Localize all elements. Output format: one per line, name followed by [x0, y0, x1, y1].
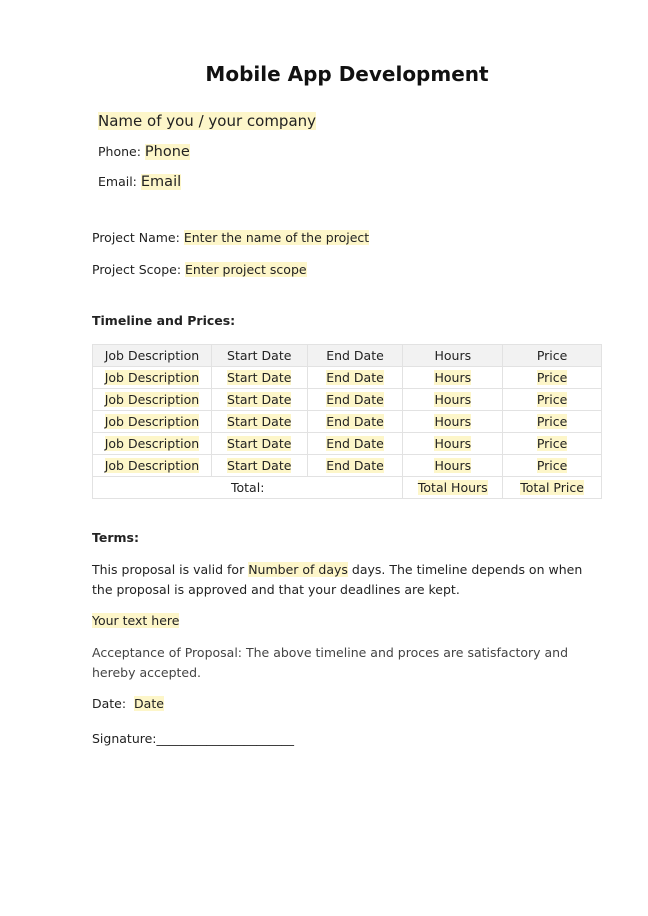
column-header-job-description: Job Description — [93, 345, 212, 367]
hours-cell — [403, 389, 503, 411]
start-date-cell — [211, 433, 307, 455]
date-label: Date: — [92, 696, 127, 711]
job-description-field[interactable]: Job Description — [104, 370, 200, 385]
start-date-field[interactable]: Start Date — [227, 414, 292, 429]
job-description-cell — [93, 433, 212, 455]
price-table — [92, 344, 602, 499]
start-date-cell — [211, 411, 307, 433]
job-description-field[interactable]: Job Description — [104, 458, 200, 473]
end-date-field[interactable]: End Date — [326, 458, 384, 473]
email-label: Email: — [98, 174, 137, 189]
price-cell — [503, 367, 602, 389]
end-date-field[interactable]: End Date — [326, 370, 384, 385]
custom-text-line — [92, 613, 179, 628]
table-total-row — [93, 477, 602, 499]
page-title: Mobile App Development — [205, 62, 489, 86]
price-field[interactable]: Price — [536, 436, 568, 451]
job-description-cell — [93, 455, 212, 477]
total-hours-cell — [403, 477, 503, 499]
number-of-days-field[interactable]: Number of days — [248, 562, 348, 577]
email-line — [98, 174, 181, 190]
end-date-cell — [307, 367, 403, 389]
hours-field[interactable]: Hours — [434, 414, 472, 429]
start-date-field[interactable]: Start Date — [227, 370, 292, 385]
start-date-field[interactable]: Start Date — [227, 436, 292, 451]
project-name-line — [92, 230, 369, 245]
price-field[interactable]: Price — [536, 414, 568, 429]
column-header-end-date: End Date — [307, 345, 403, 367]
phone-field[interactable]: Phone — [144, 144, 190, 160]
total-label: Total: — [231, 480, 265, 495]
phone-line — [98, 144, 190, 160]
column-header-start-date: Start Date — [211, 345, 307, 367]
hours-cell — [403, 367, 503, 389]
table-row — [93, 411, 602, 433]
price-cell — [503, 455, 602, 477]
project-scope-line — [92, 262, 307, 277]
end-date-field[interactable]: End Date — [326, 436, 384, 451]
job-description-field[interactable]: Job Description — [104, 392, 200, 407]
company-name-field[interactable]: Name of you / your company — [98, 112, 317, 130]
table-header-row — [93, 345, 602, 367]
end-date-cell — [307, 455, 403, 477]
end-date-cell — [307, 389, 403, 411]
hours-field[interactable]: Hours — [434, 458, 472, 473]
job-description-cell — [93, 411, 212, 433]
end-date-field[interactable]: End Date — [326, 392, 384, 407]
hours-field[interactable]: Hours — [434, 436, 472, 451]
hours-field[interactable]: Hours — [434, 392, 472, 407]
hours-cell — [403, 455, 503, 477]
terms-valid-prefix: This proposal is valid for — [92, 562, 249, 577]
price-field[interactable]: Price — [536, 458, 568, 473]
project-scope-field[interactable]: Enter project scope — [185, 262, 307, 277]
price-field[interactable]: Price — [536, 370, 568, 385]
terms-heading: Terms: — [92, 530, 139, 545]
hours-cell — [403, 411, 503, 433]
hours-field[interactable]: Hours — [434, 370, 472, 385]
timeline-heading: Timeline and Prices: — [92, 313, 236, 328]
total-label-cell — [93, 477, 403, 499]
start-date-field[interactable]: Start Date — [227, 458, 292, 473]
project-name-field[interactable]: Enter the name of the project — [183, 230, 370, 245]
start-date-cell — [211, 389, 307, 411]
job-description-cell — [93, 367, 212, 389]
terms-valid-suffix: days. The timeline depends on when the proposal is approved and that your deadlines are kept. — [92, 562, 583, 597]
total-price-cell — [503, 477, 602, 499]
job-description-field[interactable]: Job Description — [104, 414, 200, 429]
end-date-field[interactable]: End Date — [326, 414, 384, 429]
table-row — [93, 455, 602, 477]
terms-paragraph — [92, 560, 602, 600]
phone-label: Phone: — [98, 144, 141, 159]
price-field[interactable]: Price — [536, 392, 568, 407]
table-row — [93, 433, 602, 455]
table-row — [93, 367, 602, 389]
total-price-field[interactable]: Total Price — [520, 480, 584, 495]
custom-text-field[interactable]: Your text here — [92, 613, 180, 628]
job-description-field[interactable]: Job Description — [104, 436, 200, 451]
column-header-hours: Hours — [403, 345, 503, 367]
hours-cell — [403, 433, 503, 455]
column-header-price: Price — [503, 345, 602, 367]
price-cell — [503, 411, 602, 433]
project-scope-label: Project Scope: — [92, 262, 182, 277]
date-field[interactable]: Date — [134, 696, 164, 711]
price-cell — [503, 389, 602, 411]
acceptance-paragraph: Acceptance of Proposal: The above timeline and proces are satisfactory and hereby accepted. — [92, 645, 569, 680]
total-hours-field[interactable]: Total Hours — [417, 480, 488, 495]
start-date-cell — [211, 455, 307, 477]
price-cell — [503, 433, 602, 455]
end-date-cell — [307, 433, 403, 455]
date-line — [92, 696, 164, 711]
start-date-field[interactable]: Start Date — [227, 392, 292, 407]
project-name-label: Project Name: — [92, 230, 180, 245]
email-field[interactable]: Email — [140, 174, 182, 190]
job-description-cell — [93, 389, 212, 411]
signature-line[interactable]: Signature:______________________ — [92, 731, 295, 746]
table-row — [93, 389, 602, 411]
start-date-cell — [211, 367, 307, 389]
end-date-cell — [307, 411, 403, 433]
